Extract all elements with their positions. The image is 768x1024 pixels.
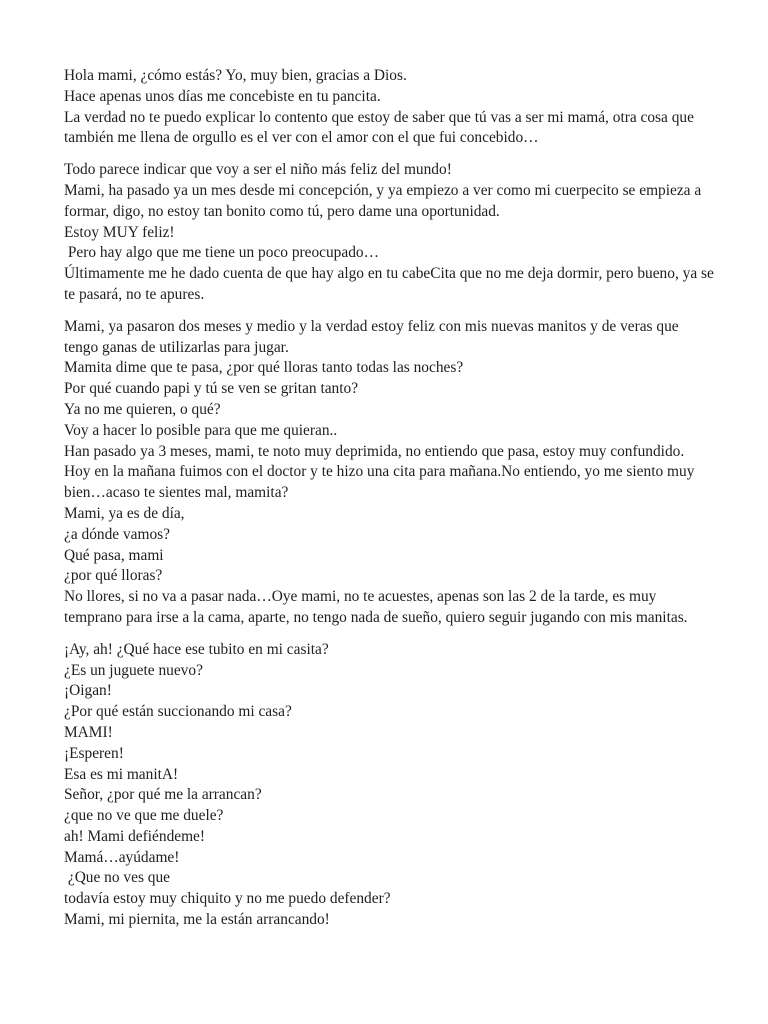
text-line: MAMI! bbox=[64, 723, 113, 741]
text-line: ¿por qué lloras? bbox=[64, 567, 163, 585]
text-line: ¿Es un juguete nuevo? bbox=[64, 661, 203, 679]
text-line: Mami, mi piernita, me la están arrancando! bbox=[64, 911, 330, 929]
text-line: ¡Esperen! bbox=[64, 744, 124, 762]
paragraph-3 bbox=[64, 317, 714, 629]
text-line: ¿Por qué están succionando mi casa? bbox=[64, 703, 292, 721]
text-line: Mami, ya pasaron dos meses y medio y la verdad estoy feliz con mis nuevas manitos y de veras que tengo ganas de utilizarlas para jugar. bbox=[64, 317, 683, 356]
text-line: Han pasado ya 3 meses, mami, te noto muy deprimida, no entiendo que pasa, estoy muy confundido. Hoy en la mañana fuimos con el doctor y te hizo una cita para mañana.No entiendo, yo me siento muy bien…acaso te sientes mal, mamita? bbox=[64, 442, 699, 502]
text-line: Qué pasa, mami bbox=[64, 546, 164, 564]
text-line: Todo parece indicar que voy a ser el niño más feliz del mundo! bbox=[64, 161, 452, 179]
paragraph-1 bbox=[64, 66, 714, 149]
text-line: ¡Ay, ah! ¿Qué hace ese tubito en mi casita? bbox=[64, 640, 329, 658]
text-line: No llores, si no va a pasar nada…Oye mami, no te acuestes, apenas son las 2 de la tarde, es muy temprano para irse a la cama, aparte, no tengo nada de sueño, quiero seguir jugando con mis manitas. bbox=[64, 588, 688, 626]
text-line: Pero hay algo que me tiene un poco preocupado… bbox=[64, 244, 379, 262]
text-line: Mami, ya es de día, bbox=[64, 504, 185, 522]
text-line: Mamá…ayúdame! bbox=[64, 848, 180, 866]
text-line: ah! Mami defiéndeme! bbox=[64, 827, 206, 845]
text-line: Por qué cuando papi y tú se ven se gritan tanto? bbox=[64, 380, 359, 398]
text-line: Voy a hacer lo posible para que me quieran.. bbox=[64, 421, 338, 439]
text-line: ¿Que no ves que bbox=[64, 869, 171, 887]
text-line: Hace apenas unos días me concebiste en tu pancita. bbox=[64, 87, 381, 105]
text-line: Mamita dime que te pasa, ¿por qué lloras tanto todas las noches? bbox=[64, 359, 464, 377]
text-line: Hola mami, ¿cómo estás? Yo, muy bien, gracias a Dios. bbox=[64, 67, 407, 84]
text-line: Señor, ¿por qué me la arrancan? bbox=[64, 786, 262, 804]
text-line: ¿que no ve que me duele? bbox=[64, 807, 224, 825]
text-line: La verdad no te puedo explicar lo contento que estoy de saber que tú vas a ser mi mamá, otra cosa que también me llena de orgullo es el ver con el amor con el que fui concebido… bbox=[64, 108, 698, 147]
text-line: ¡Oigan! bbox=[64, 682, 112, 700]
text-line: Últimamente me he dado cuenta de que hay algo en tu cabeCita que no me deja dormir, pero bueno, ya se te pasará, no te apures. bbox=[64, 265, 718, 303]
paragraph-4 bbox=[64, 640, 714, 931]
text-line: Ya no me quieren, o qué? bbox=[64, 400, 221, 418]
text-line: Esa es mi manitA! bbox=[64, 765, 179, 783]
paragraph-2 bbox=[64, 160, 718, 306]
text-line: todavía estoy muy chiquito y no me puedo defender? bbox=[64, 890, 391, 908]
text-line: Mami, ha pasado ya un mes desde mi concepción, y ya empiezo a ver como mi cuerpecito se empieza a formar, digo, no estoy tan bonito como tú, pero dame una oportunidad. bbox=[64, 181, 706, 220]
text-line: Estoy MUY feliz! bbox=[64, 223, 175, 241]
text-line: ¿a dónde vamos? bbox=[64, 525, 170, 543]
document-page bbox=[64, 66, 718, 942]
